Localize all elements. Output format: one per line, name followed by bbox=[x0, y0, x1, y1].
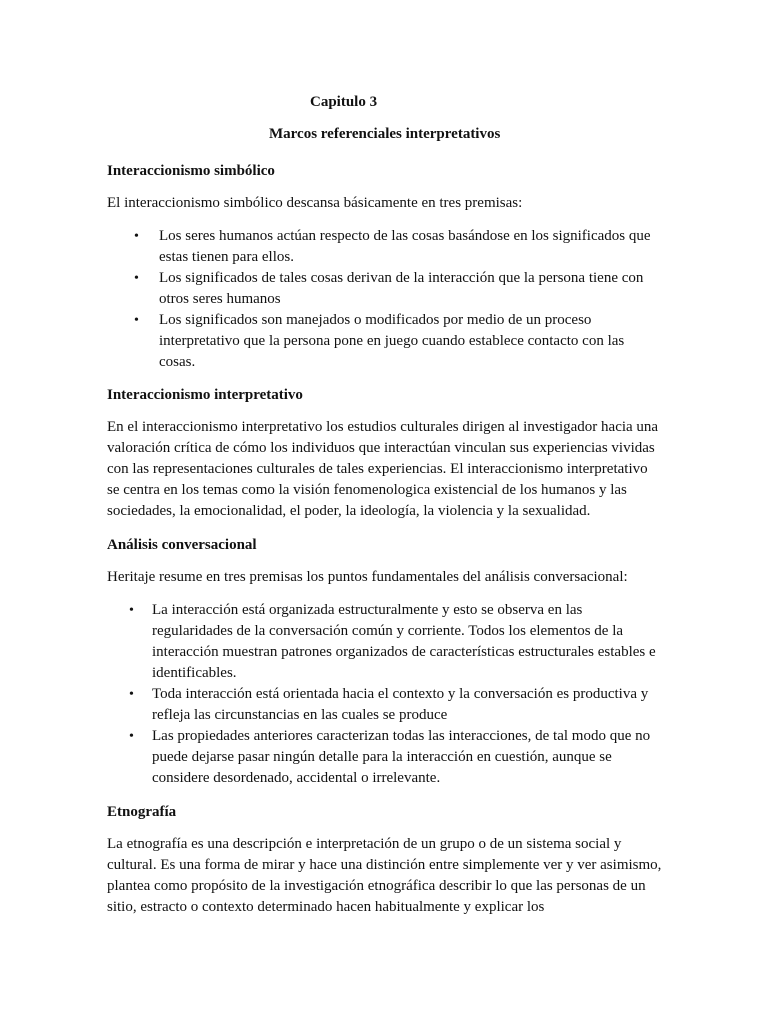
list-item bbox=[134, 268, 659, 310]
list-item-text: Los seres humanos actúan respecto de las cosas basándose en los significados que estas tienen para ellos. bbox=[159, 228, 651, 265]
heading-analisis-conversacional: Análisis conversacional bbox=[107, 537, 257, 553]
heading-interaccionismo-simbolico: Interaccionismo simbólico bbox=[107, 163, 275, 179]
list-item-text: Toda interacción está orientada hacia el contexto y la conversación es productiva y refleja las circunstancias en las cuales se produce bbox=[152, 686, 649, 723]
chapter-title: Capitulo 3 bbox=[310, 94, 378, 110]
heading-etnografia: Etnografía bbox=[107, 804, 177, 820]
bullet-icon: • bbox=[129, 687, 134, 702]
list-item-text: La interacción está organizada estructuralmente y esto se observa en las regularidades de la conversación común y corriente. Todos los elementos de la interacción muestran patrones organizados de características estructurales estables e identificables. bbox=[152, 602, 656, 681]
section-title: Marcos referenciales interpretativos bbox=[269, 126, 501, 142]
list-item-text: Las propiedades anteriores caracterizan todas las interacciones, de tal modo que no puede dejarse pasar ningún detalle para la interacción en cuestión, aunque se considere desordenado, accidental o irrelevante. bbox=[152, 728, 651, 786]
bullet-icon: • bbox=[134, 271, 139, 286]
list-item bbox=[134, 226, 659, 268]
list-item bbox=[129, 600, 662, 684]
intro-paragraph-3: Heritaje resume en tres premisas los puntos fundamentales del análisis conversacional: bbox=[107, 569, 628, 585]
list-item-text: Los significados de tales cosas derivan de la interacción que la persona tiene con otros seres humanos bbox=[159, 270, 644, 307]
intro-paragraph-1: El interaccionismo simbólico descansa básicamente en tres premisas: bbox=[107, 195, 523, 211]
bullet-icon: • bbox=[134, 313, 139, 328]
list-item-text: Los significados son manejados o modificados por medio de un proceso interpretativo que la persona pone en juego cuando establece contacto con las cosas. bbox=[159, 312, 625, 370]
heading-interaccionismo-interpretativo: Interaccionismo interpretativo bbox=[107, 387, 303, 403]
body-paragraph-4: La etnografía es una descripción e interpretación de un grupo o de un sistema social y cultural. Es una forma de mirar y hace una distinción entre simplemente ver y ver asimismo, plantea como propósito de la investigación etnográfica describir lo que las personas de un sitio, estracto o contexto determinado hacen habitualmente y explicar los bbox=[107, 836, 662, 915]
bullet-icon: • bbox=[129, 603, 134, 618]
body-paragraph-2: En el interaccionismo interpretativo los estudios culturales dirigen al investigador hacia una valoración crítica de cómo los individuos que interactúan vinculan sus experiencias vividas con las representaciones culturales de tales experiencias. El interaccionismo interpretativo se centra en los temas como la visión fenomenologica existencial de los humanos y las sociedades, la emocionalidad, el poder, la ideología, la violencia y la sexualidad. bbox=[107, 419, 659, 519]
list-item bbox=[129, 684, 662, 726]
bullet-icon: • bbox=[134, 229, 139, 244]
bullet-icon: • bbox=[129, 729, 134, 744]
bullet-list-analisis bbox=[129, 600, 662, 789]
list-item bbox=[134, 310, 659, 373]
list-item bbox=[129, 726, 662, 789]
bullet-list-premisas bbox=[134, 226, 659, 373]
